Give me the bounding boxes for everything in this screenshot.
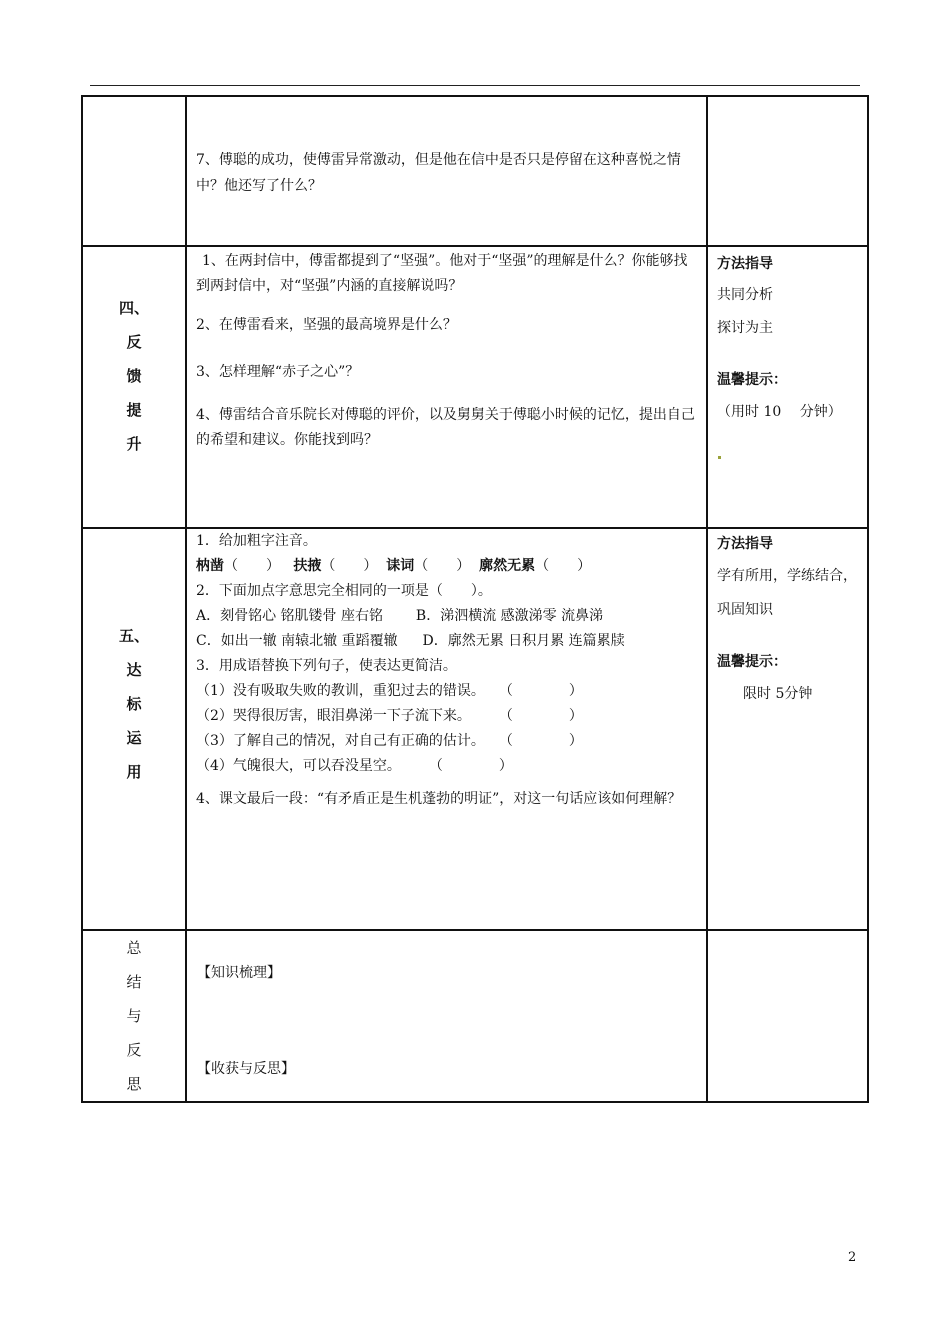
- header-rule: [90, 85, 860, 86]
- row-summary: [82, 930, 868, 1102]
- feedback-method-title: 方法指导: [717, 256, 773, 272]
- feedback-question-4: 4、傅雷结合音乐院长对傅聪的评价，以及舅舅关于傅聪小时候的记忆，提出自己的希望和建议。你能找到吗？: [196, 407, 695, 448]
- practice-side-cell: [707, 528, 868, 930]
- feedback-tip-text: （用时 10 分钟）: [717, 404, 842, 420]
- feedback-label: 四、 反 馈 提 升: [118, 299, 149, 453]
- practice-q2-ab: [196, 604, 698, 629]
- practice-q3-item-3: （3）了解自己的情况，对自己有正确的估计。 （ ）: [196, 733, 583, 749]
- feedback-method-line-1: 共同分析: [717, 287, 773, 303]
- row-continuation: [82, 96, 868, 246]
- practice-tip-title: 温馨提示：: [717, 654, 787, 670]
- feedback-question-1: 1、在两封信中，傅雷都提到了“坚强”。他对于“坚强”的理解是什么？你能够找到两封信中，对“坚强”内涵的直接解说吗？: [196, 253, 688, 294]
- feedback-content-cell: [186, 246, 707, 528]
- pinyin-word-4: 廓然无累: [479, 558, 536, 574]
- practice-q3-item-1: （1）没有吸取失败的教训，重犯过去的错误。 （ ）: [196, 683, 583, 699]
- small-mark: [718, 456, 721, 459]
- pinyin-blank-4[interactable]: （ ）: [535, 558, 592, 574]
- row-practice: [82, 528, 868, 930]
- practice-q3-item-2: （2）哭得很厉害，眼泪鼻涕一下子流下来。 （ ）: [196, 708, 583, 724]
- feedback-side-cell: [707, 246, 868, 528]
- reflection-heading: 【收获与反思】: [197, 1061, 295, 1077]
- row1-side-cell: [707, 96, 868, 246]
- knowledge-heading: 【知识梳理】: [197, 965, 281, 981]
- row1-label-cell: [82, 96, 186, 246]
- pinyin-blank-2[interactable]: （ ）: [321, 558, 378, 574]
- feedback-method-line-2: 探讨为主: [717, 320, 773, 336]
- question-7: 7、傅聪的成功，使傅雷异常激动，但是他在信中是否只是停留在这种喜悦之情中？他还写了什么？: [196, 152, 681, 194]
- practice-method-text: 学有所用，学练结合，巩固知识: [717, 568, 857, 618]
- summary-content-cell: [186, 930, 707, 1102]
- pinyin-word-3: 诔词: [386, 558, 415, 574]
- practice-q1-items: [196, 554, 698, 579]
- summary-label: 总 结 与 反 思: [126, 939, 142, 1093]
- summary-label-cell: [82, 930, 186, 1102]
- practice-tip-text: 限时 5分钟: [743, 686, 813, 702]
- practice-q2-cd: [196, 629, 698, 654]
- option-d: D．廓然无累 日积月累 连篇累牍: [422, 633, 625, 649]
- practice-q4: 4、课文最后一段：“有矛盾正是生机蓬勃的明证”，对这一句话应该如何理解？: [196, 791, 682, 807]
- practice-q1-title: 1．给加粗字注音。: [196, 533, 317, 549]
- row1-content-cell: [186, 96, 707, 246]
- practice-q3-title: 3．用成语替换下列句子，使表达更简洁。: [196, 658, 457, 674]
- practice-label: 五、 达 标 运 用: [118, 627, 149, 781]
- feedback-question-3: 3、怎样理解“赤子之心”？: [196, 364, 360, 380]
- option-a: A．刻骨铭心 铭肌镂骨 座右铭: [196, 608, 384, 624]
- pinyin-word-2: 扶掖: [293, 558, 322, 574]
- row-feedback: [82, 246, 868, 528]
- pinyin-blank-3[interactable]: （ ）: [414, 558, 471, 574]
- feedback-question-2: 2、在傅雷看来，坚强的最高境界是什么？: [196, 317, 457, 333]
- pinyin-word-1: 枘凿: [196, 558, 224, 574]
- practice-label-cell: [82, 528, 186, 930]
- practice-q3-item-4: （4）气魄很大，可以吞没星空。 （ ）: [196, 758, 513, 774]
- practice-q2-title: 2．下面加点字意思完全相同的一项是（ ）。: [196, 583, 492, 599]
- feedback-label-cell: [82, 246, 186, 528]
- summary-side-cell: [707, 930, 868, 1102]
- practice-method-title: 方法指导: [717, 536, 773, 552]
- pinyin-blank-1[interactable]: （ ）: [224, 558, 280, 574]
- option-c: C．如出一辙 南辕北辙 重蹈覆辙: [196, 633, 398, 649]
- practice-content-cell: [186, 528, 707, 930]
- page-number: 2: [848, 1250, 857, 1265]
- feedback-tip-title: 温馨提示：: [717, 372, 787, 388]
- lesson-table: [81, 95, 869, 1103]
- option-b: B．涕泗横流 感激涕零 流鼻涕: [415, 608, 604, 624]
